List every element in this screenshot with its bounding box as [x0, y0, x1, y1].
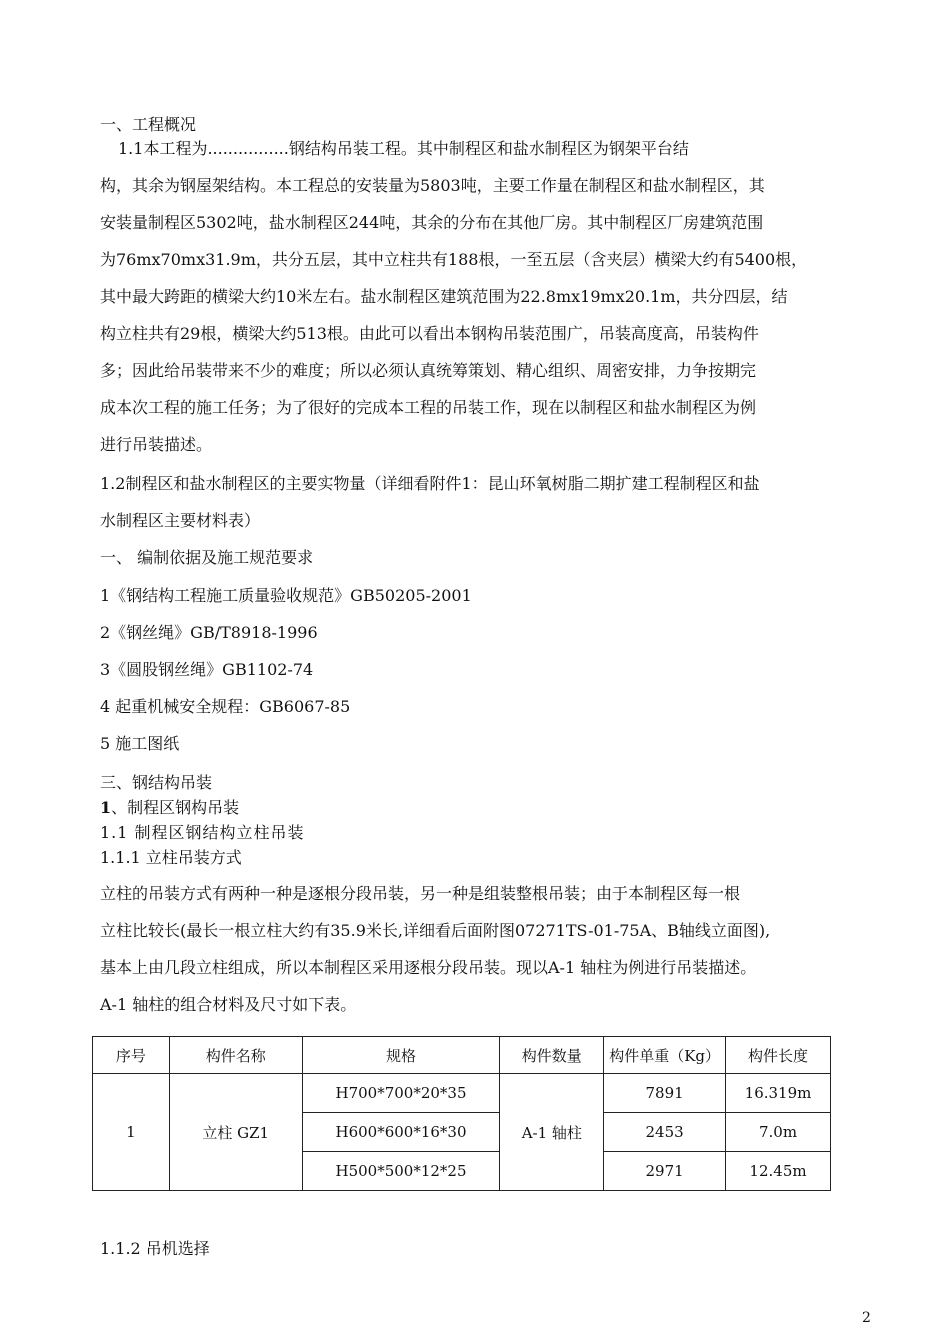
- length-cell: 7.0m: [726, 1113, 831, 1152]
- weight-cell: 7891: [604, 1074, 726, 1113]
- reference-item: 5 施工图纸: [100, 734, 180, 753]
- paragraph-line: 成本次工程的施工任务；为了很好的完成本工程的吊装工作，现在以制程区和盐水制程区为例: [100, 398, 757, 417]
- table-header-cell: 序号: [93, 1037, 170, 1074]
- paragraph-line: 立柱的吊装方式有两种一种是逐根分段吊装，另一种是组装整根吊装；由于本制程区每一根: [100, 884, 741, 903]
- table-header-cell: 构件名称: [169, 1037, 302, 1074]
- section-heading-basis: 一、 编制依据及施工规范要求: [100, 548, 314, 567]
- paragraph-line: 多；因此给吊装带来不少的难度；所以必须认真统筹策划、精心组织、周密安排，力争按期完: [100, 361, 757, 380]
- reference-item: 2《钢丝绳》GB/T8918-1996: [100, 623, 318, 642]
- table-header-cell: 构件单重（Kg）: [604, 1037, 726, 1074]
- paragraph-line: 安装量制程区5302吨，盐水制程区244吨，其余的分布在其他厂房。其中制程区厂房建筑范围: [100, 213, 764, 232]
- paragraph-line: 构，其余为钢屋架结构。本工程总的安装量为5803吨，主要工作量在制程区和盐水制程区，其: [100, 176, 765, 195]
- paragraph-line: 基本上由几段立柱组成，所以本制程区采用逐根分段吊装。现以A-1 轴柱为例进行吊装描述。: [100, 958, 757, 977]
- subsection-heading: 1.1 制程区钢结构立柱吊装: [100, 823, 305, 842]
- paragraph-line: 其中最大跨距的横梁大约10米左右。盐水制程区建筑范围为22.8mx19mx20.1m，共分四层，结: [100, 287, 788, 306]
- section-heading-overview: 一、工程概况: [100, 115, 197, 134]
- subsection-heading: 1.1.1 立柱吊装方式: [100, 848, 242, 867]
- weight-cell: 2453: [604, 1113, 726, 1152]
- reference-item: 3《圆股钢丝绳》GB1102-74: [100, 660, 314, 679]
- column-materials-table: [92, 1036, 831, 1191]
- subsection-title: 、制程区钢构吊装: [111, 798, 240, 817]
- component-name-cell: 立柱 GZ1: [169, 1074, 302, 1191]
- paragraph-line: 水制程区主要材料表）: [100, 511, 261, 530]
- weight-cell: 2971: [604, 1152, 726, 1191]
- seq-cell: 1: [93, 1074, 170, 1191]
- table-header-cell: 构件数量: [500, 1037, 604, 1074]
- spec-cell: H500*500*12*25: [302, 1152, 500, 1191]
- table-header-row: [93, 1037, 831, 1074]
- spec-cell: H600*600*16*30: [302, 1113, 500, 1152]
- paragraph-line: 构立柱共有29根，横梁大约513根。由此可以看出本钢构吊装范围广，吊装高度高，吊装构件: [100, 324, 759, 343]
- paragraph-line: A-1 轴柱的组合材料及尺寸如下表。: [100, 995, 357, 1014]
- paragraph-line: 立柱比较长(最长一根立柱大约有35.9米长,详细看后面附图07271TS-01-75A、B轴线立面图),: [100, 921, 771, 940]
- length-cell: 16.319m: [726, 1074, 831, 1113]
- reference-item: 4 起重机械安全规程：GB6067-85: [100, 697, 351, 716]
- section-heading-steel-lifting: 三、钢结构吊装: [100, 773, 213, 792]
- subsection-heading: [100, 798, 239, 818]
- subsection-heading-crane: 1.1.2 吊机选择: [100, 1239, 210, 1258]
- quantity-cell: A-1 轴柱: [500, 1074, 604, 1191]
- subsection-number: 1: [100, 798, 112, 817]
- table-row: [93, 1074, 831, 1113]
- table-header-cell: 规格: [302, 1037, 500, 1074]
- spec-cell: H700*700*20*35: [302, 1074, 500, 1113]
- page-number: 2: [862, 1310, 871, 1326]
- paragraph-line: 1.1本工程为................钢结构吊装工程。其中制程区和盐水制程区为钢架平台结: [118, 139, 689, 158]
- paragraph-line: 1.2制程区和盐水制程区的主要实物量（详细看附件1：昆山环氧树脂二期扩建工程制程区和盐: [100, 474, 760, 493]
- length-cell: 12.45m: [726, 1152, 831, 1191]
- paragraph-line: 为76mx70mx31.9m，共分五层，其中立柱共有188根，一至五层（含夹层）横梁大约有5400根，: [100, 250, 808, 269]
- reference-item: 1《钢结构工程施工质量验收规范》GB50205-2001: [100, 586, 472, 605]
- table-header-cell: 构件长度: [726, 1037, 831, 1074]
- paragraph-line: 进行吊装描述。: [100, 435, 213, 454]
